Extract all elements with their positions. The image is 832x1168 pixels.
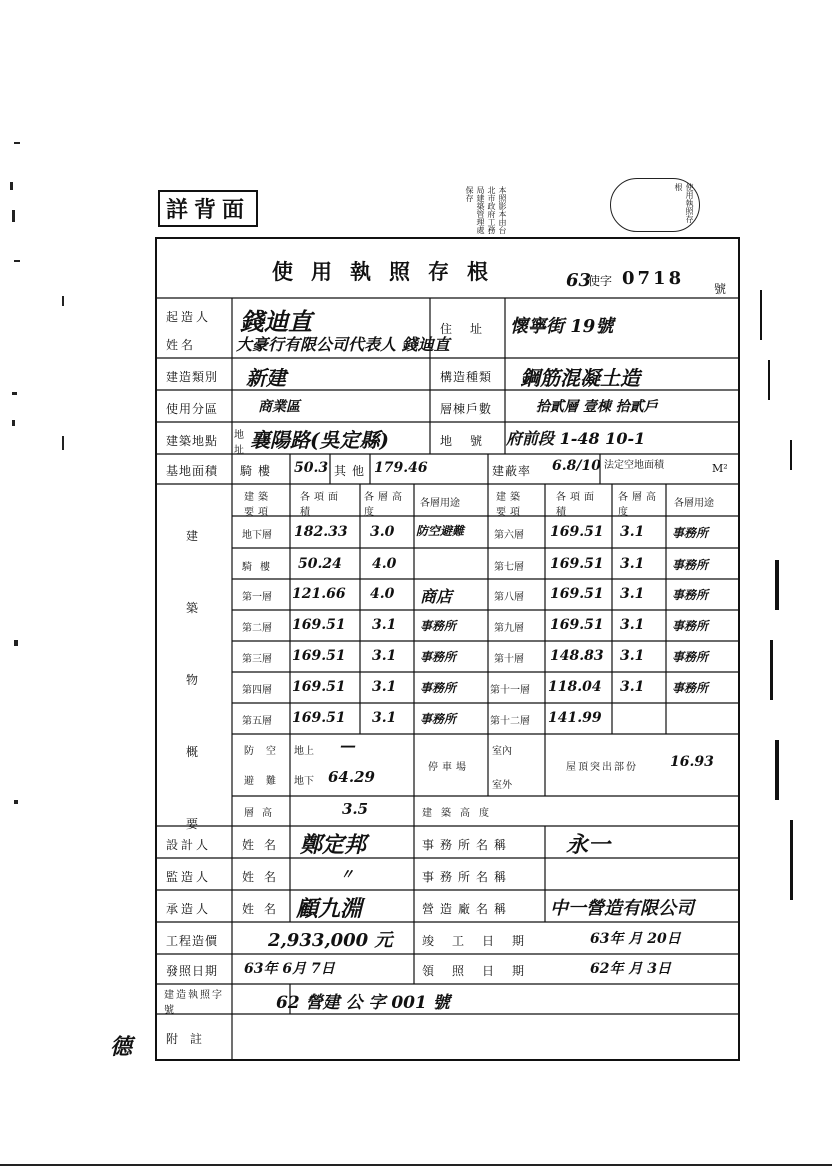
label-zone: 使用分區 bbox=[166, 402, 219, 416]
lot-number: 府前段 1-48 10-1 bbox=[506, 429, 646, 448]
label-floor-7: 第七層 bbox=[494, 562, 524, 573]
label-floor-9: 第九層 bbox=[494, 623, 524, 634]
label-complete-date: 竣工日期 bbox=[422, 934, 543, 948]
label-receive-date: 領照日期 bbox=[422, 964, 543, 978]
label-floor-5: 第五層 bbox=[242, 716, 272, 727]
floor-1-area: 121.66 bbox=[292, 586, 346, 602]
issue-date: 63年 6月 7日 bbox=[244, 961, 335, 977]
label-structure: 構造種類 bbox=[440, 370, 493, 384]
label-site-addr: 地址 bbox=[234, 430, 244, 456]
basement-height: 3.0 bbox=[370, 524, 395, 540]
label-arcade: 騎樓 bbox=[240, 464, 277, 478]
permit-number-value: 0718 bbox=[622, 268, 685, 289]
coverage: 6.8/10 bbox=[552, 458, 601, 474]
label-notes: 附註 bbox=[166, 1032, 215, 1046]
label-shelter-1: 防空 bbox=[244, 746, 288, 757]
floor-2-area: 169.51 bbox=[292, 617, 346, 633]
floor-10-height: 3.1 bbox=[620, 648, 645, 664]
label-owner-name: 姓名 bbox=[166, 338, 197, 352]
label-supervisor-name: 姓名 bbox=[242, 870, 287, 884]
label-above-ground: 地上 bbox=[294, 746, 314, 757]
label-floor-6: 第六層 bbox=[494, 530, 524, 541]
floor-11-area: 118.04 bbox=[548, 679, 602, 695]
label-legal-open: 法定空地面積 bbox=[604, 460, 664, 471]
right-edge-mark bbox=[768, 360, 770, 400]
label-outdoor: 室外 bbox=[492, 780, 512, 791]
label-parking: 停車場 bbox=[428, 762, 470, 773]
contractor-name: 顧九淵 bbox=[296, 896, 363, 922]
floor-4-use: 事務所 bbox=[420, 681, 457, 695]
floor-8-height: 3.1 bbox=[620, 586, 645, 602]
owner-address: 懷寧街 19號 bbox=[510, 316, 614, 337]
floor-9-height: 3.1 bbox=[620, 617, 645, 633]
label-owner: 起造人 bbox=[166, 310, 212, 324]
designer-name: 鄭定邦 bbox=[300, 832, 367, 858]
floor-11-use: 事務所 bbox=[672, 681, 709, 695]
owner-company: 大豪行有限公司代表人 錢迪直 bbox=[236, 335, 450, 354]
owner-name: 錢迪直 bbox=[240, 307, 312, 336]
detail-back-stamp: 詳背面 bbox=[158, 190, 258, 227]
page-title: 使用執照存根 bbox=[272, 259, 506, 284]
label-storey-height: 層高 bbox=[244, 808, 280, 819]
unit-m2: M² bbox=[712, 462, 728, 475]
label-other: 其他 bbox=[334, 464, 371, 478]
site-address: 襄陽路(吳定縣) bbox=[250, 428, 389, 452]
label-floor-11: 第十一層 bbox=[490, 685, 530, 696]
basement-use: 防空避難 bbox=[416, 524, 465, 538]
col-header-floor: 建築要項 bbox=[244, 492, 272, 518]
floor-7-height: 3.1 bbox=[620, 556, 645, 572]
basement-area: 182.33 bbox=[294, 524, 348, 540]
label-floor-2: 第二層 bbox=[242, 623, 272, 634]
permit-number-suffix: 號 bbox=[714, 282, 730, 296]
shelter-below: 64.29 bbox=[328, 768, 375, 786]
archive-note: 本照影本由台北市政府工務局建築管理處保存 bbox=[465, 186, 507, 234]
storey-height: 3.5 bbox=[342, 800, 369, 818]
col-header-area: 各項面積 bbox=[300, 492, 342, 518]
label-designer-name: 姓名 bbox=[242, 838, 287, 852]
label-contractor-name: 姓名 bbox=[242, 902, 287, 916]
floor-12-area: 141.99 bbox=[548, 710, 602, 726]
label-issue-date: 發照日期 bbox=[166, 964, 219, 978]
floor-4-height: 3.1 bbox=[372, 679, 397, 695]
other-area: 179.46 bbox=[374, 460, 428, 476]
label-shelter-2: 避難 bbox=[244, 776, 288, 787]
permit-number-char: 使字 bbox=[588, 274, 613, 288]
floor-5-height: 3.1 bbox=[372, 710, 397, 726]
label-arcade-row: 騎樓 bbox=[242, 562, 278, 573]
label-floor-3: 第三層 bbox=[242, 654, 272, 665]
label-floors: 層棟戶數 bbox=[440, 402, 493, 416]
floor-2-use: 事務所 bbox=[420, 619, 457, 633]
floor-8-use: 事務所 bbox=[672, 588, 709, 602]
col-header-floor-2: 建築要項 bbox=[496, 492, 524, 518]
floor-7-use: 事務所 bbox=[672, 558, 709, 572]
arcade-area: 50.3 bbox=[294, 460, 329, 476]
contractor-firm: 中一營造有限公司 bbox=[550, 898, 694, 919]
floor-10-area: 148.83 bbox=[550, 648, 604, 664]
label-designer: 設計人 bbox=[166, 838, 212, 852]
label-supervisor: 監造人 bbox=[166, 870, 212, 884]
structure-type: 鋼筋混凝土造 bbox=[520, 366, 640, 390]
label-coverage: 建蔽率 bbox=[492, 464, 532, 478]
receive-date: 62年 月 3日 bbox=[590, 961, 671, 977]
floor-10-use: 事務所 bbox=[672, 650, 709, 664]
floor-6-area: 169.51 bbox=[550, 524, 604, 540]
floor-1-use: 商店 bbox=[420, 587, 453, 606]
arcade-row-height: 4.0 bbox=[372, 556, 397, 572]
col-header-area-2: 各項面積 bbox=[556, 492, 598, 518]
floor-2-height: 3.1 bbox=[372, 617, 397, 633]
floor-5-area: 169.51 bbox=[292, 710, 346, 726]
floor-11-height: 3.1 bbox=[620, 679, 645, 695]
label-contractor: 承造人 bbox=[166, 902, 212, 916]
roof-area: 16.93 bbox=[670, 754, 714, 770]
floor-7-area: 169.51 bbox=[550, 556, 604, 572]
floor-9-area: 169.51 bbox=[550, 617, 604, 633]
label-cost: 工程造價 bbox=[166, 934, 219, 948]
label-floor-12: 第十二層 bbox=[490, 716, 530, 727]
right-edge-mark bbox=[775, 740, 779, 800]
label-build-type: 建造類別 bbox=[166, 370, 219, 384]
designer-office: 永一 bbox=[566, 832, 611, 858]
floor-9-use: 事務所 bbox=[672, 619, 709, 633]
left-margin-signature: 德 bbox=[110, 1034, 133, 1060]
right-edge-mark bbox=[790, 440, 792, 470]
zone: 商業區 bbox=[258, 399, 300, 415]
label-floor-8: 第八層 bbox=[494, 592, 524, 603]
right-edge-mark bbox=[790, 820, 793, 900]
label-floor-10: 第十層 bbox=[494, 654, 524, 665]
label-permit-no: 建造執照字號 bbox=[164, 990, 224, 1016]
permit-number-prefix: 63 bbox=[566, 270, 592, 291]
supervisor-name: 〃 bbox=[340, 867, 354, 883]
label-site: 建築地點 bbox=[166, 434, 219, 448]
right-edge-mark bbox=[760, 290, 762, 340]
label-basement: 地下層 bbox=[242, 530, 272, 541]
section-building-label: 建築物概要 bbox=[186, 529, 199, 831]
label-below-ground: 地下 bbox=[294, 776, 314, 787]
right-edge-mark bbox=[775, 560, 779, 610]
label-address: 住址 bbox=[440, 322, 501, 336]
label-roof: 屋頂突出部份 bbox=[566, 762, 638, 773]
construction-cost: 2,933,000 元 bbox=[268, 930, 393, 951]
floor-3-height: 3.1 bbox=[372, 648, 397, 664]
label-floor-1: 第一層 bbox=[242, 592, 272, 603]
floors-count: 拾貳層 壹棟 拾貳戶 bbox=[536, 399, 658, 415]
label-supervisor-office: 事務所名稱 bbox=[422, 870, 513, 884]
label-contractor-firm: 營造廠名稱 bbox=[422, 902, 513, 916]
col-header-height: 各層高度 bbox=[364, 492, 406, 518]
arcade-row-area: 50.24 bbox=[298, 556, 342, 572]
permit-number: 62 營建 公 字 001 號 bbox=[276, 993, 450, 1013]
floor-3-area: 169.51 bbox=[292, 648, 346, 664]
label-designer-office: 事務所名稱 bbox=[422, 838, 513, 852]
label-lot: 地號 bbox=[440, 434, 501, 448]
floor-1-height: 4.0 bbox=[370, 586, 395, 602]
floor-6-height: 3.1 bbox=[620, 524, 645, 540]
label-base-area: 基地面積 bbox=[166, 464, 219, 478]
complete-date: 63年 月 20日 bbox=[590, 931, 681, 947]
floor-3-use: 事務所 bbox=[420, 650, 457, 664]
floor-8-area: 169.51 bbox=[550, 586, 604, 602]
label-indoor: 室內 bbox=[492, 746, 512, 757]
col-header-height-2: 各層高度 bbox=[618, 492, 660, 518]
archive-seal: 使用執照存根 bbox=[610, 178, 700, 232]
floor-5-use: 事務所 bbox=[420, 712, 457, 726]
col-header-use-2: 各層用途 bbox=[674, 498, 714, 509]
floor-4-area: 169.51 bbox=[292, 679, 346, 695]
label-floor-4: 第四層 bbox=[242, 685, 272, 696]
shelter-above: — bbox=[340, 736, 356, 755]
build-type: 新建 bbox=[246, 366, 286, 390]
col-header-use: 各層用途 bbox=[420, 498, 460, 509]
right-edge-mark bbox=[770, 640, 773, 700]
floor-6-use: 事務所 bbox=[672, 526, 709, 540]
label-building-height: 建築高度 bbox=[422, 808, 498, 819]
